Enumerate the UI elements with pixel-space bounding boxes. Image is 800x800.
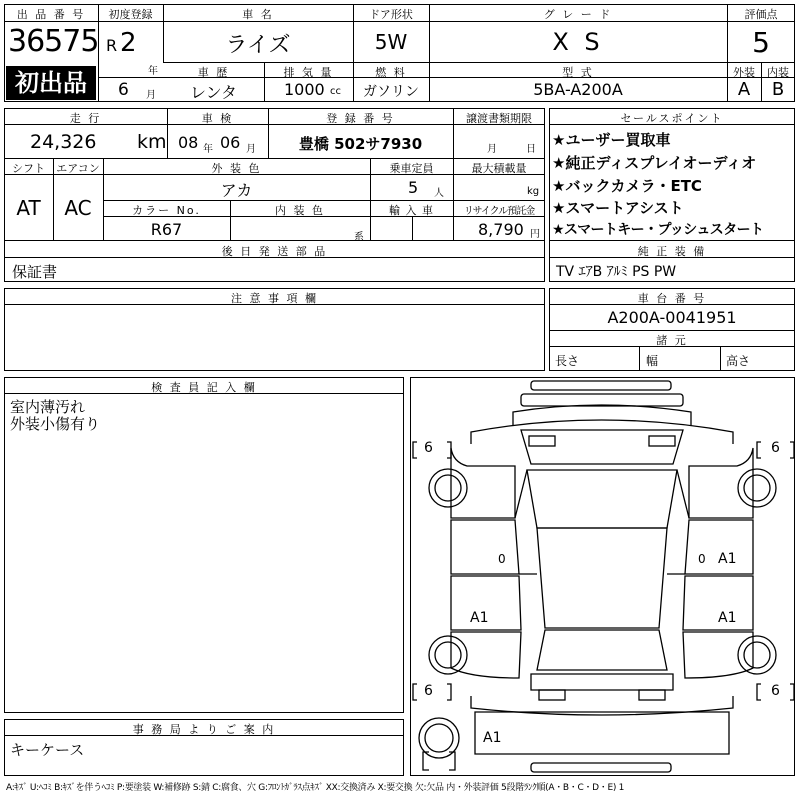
first-listing-badge: 初出品 — [6, 66, 96, 100]
dims-label: 諸 元 — [656, 334, 688, 347]
sales-point-5: ★スマートキー・プッシュスタート — [552, 222, 764, 238]
sales-points-label: セールスポイント — [620, 112, 724, 125]
car-name-label: 車 名 — [242, 8, 274, 21]
ext-color: アカ — [220, 181, 253, 200]
ac: AC — [64, 196, 92, 220]
color-no: R67 — [150, 220, 183, 239]
inspector-label: 検 査 員 記 入 欄 — [151, 381, 257, 394]
inspection-year: 08 — [178, 133, 199, 152]
grade: X S — [552, 28, 604, 56]
capacity: 5 — [408, 178, 419, 197]
mileage-label: 走 行 — [69, 112, 102, 125]
tire-fl-value: 6 — [424, 440, 433, 456]
chassis-number: A200A-0041951 — [607, 308, 737, 327]
first-reg-month-unit: 月 — [146, 90, 156, 101]
damage-zero-left: 0 — [498, 552, 506, 566]
ac-label: エアコン — [56, 162, 100, 175]
door-label: ドア形状 — [369, 8, 413, 21]
inspection-year-unit: 年 — [203, 144, 213, 155]
history-label: 車 歴 — [197, 66, 230, 79]
office-note: キーケース — [10, 741, 85, 759]
displacement-unit: cc — [330, 86, 341, 97]
tire-fr-value: 6 — [771, 440, 780, 456]
plate-number: 豊橋 502サ7930 — [298, 135, 423, 153]
capacity-label: 乗車定員 — [389, 162, 434, 175]
plate-label: 登 録 番 号 — [326, 112, 395, 125]
sales-point-2: ★純正ディスプレイオーディオ — [552, 154, 757, 172]
later-parts-label: 後 日 発 送 部 品 — [221, 245, 328, 258]
sales-point-1: ★ユーザー買取車 — [552, 131, 671, 149]
displacement: 1000 — [284, 80, 325, 99]
dims-length-label: 長さ — [555, 354, 580, 368]
transfer-day-unit: 日 — [526, 144, 536, 155]
later-parts: 保証書 — [12, 263, 58, 281]
max-load-unit: kg — [527, 186, 540, 197]
first-reg-year-unit: 年 — [148, 66, 158, 77]
car-name: ライズ — [225, 33, 291, 58]
office-label: 事 務 局 よ り ご 案 内 — [132, 723, 276, 736]
recycle-unit: 円 — [530, 229, 540, 240]
equipment-label: 純 正 装 備 — [637, 245, 707, 258]
shift-label: シフト — [12, 162, 45, 175]
lot-number-label: 出 品 番 号 — [16, 8, 86, 21]
transfer-month-unit: 月 — [487, 144, 497, 155]
inspection-month: 06 — [220, 133, 241, 152]
score: 5 — [752, 26, 770, 59]
int-color-label: 内 装 色 — [275, 204, 325, 217]
capacity-unit: 人 — [434, 188, 444, 199]
sales-point-3: ★バックカメラ・ETC — [552, 177, 702, 195]
sales-point-4: ★スマートアシスト — [552, 199, 684, 217]
chassis-label: 車 台 番 号 — [637, 292, 707, 305]
legend: A:ｷｽﾞ U:ﾍｺﾐ B:ｷｽﾞを伴うﾍｺﾐ P:要塗装 W:補修跡 S:錆 C:腐食、穴 G:ﾌﾛﾝﾄｶﾞﾗｽ点ｷｽﾞ XX:交換済み X:要交換 欠:欠品 内・外装評価 5段階ﾗﾝｸ順(A・B・C・D・E) 1 — [6, 783, 625, 793]
damage-spare: A1 — [483, 730, 502, 746]
tire-rr-value: 6 — [771, 683, 780, 699]
history: レンタ — [190, 83, 237, 102]
int-color-unit: 系 — [354, 232, 364, 243]
max-load-label: 最大積載量 — [471, 162, 527, 175]
mileage: 24,326 — [30, 131, 97, 153]
ext-grade: A — [737, 79, 751, 100]
damage-rear-door-left: A1 — [718, 610, 737, 626]
first-reg-era: R — [106, 36, 118, 55]
fuel: ガソリン — [363, 84, 419, 100]
transfer-label: 譲渡書類期限 — [466, 112, 532, 125]
damage-rear-door-right: A1 — [718, 551, 737, 567]
dims-height-label: 高さ — [726, 354, 751, 368]
first-reg-month: 6 — [118, 80, 129, 100]
ext-color-label: 外 装 色 — [211, 162, 262, 175]
int-grade: B — [771, 79, 785, 100]
inspector-note-2: 外装小傷有り — [10, 415, 101, 433]
mileage-unit: km — [137, 131, 167, 153]
first-reg-label: 初度登録 — [108, 8, 153, 21]
fuel-label: 燃 料 — [375, 66, 407, 79]
equipment: TV ｴｱB ｱﾙﾐ PS PW — [556, 264, 677, 280]
color-no-label: カラー No. — [132, 204, 201, 217]
notes-label: 注 意 事 項 欄 — [231, 292, 318, 305]
recycle-label: リサイクル預託金 — [463, 206, 535, 217]
dims-width-label: 幅 — [646, 354, 659, 368]
recycle-fee: 8,790 — [478, 220, 524, 239]
damage-front-door-left: A1 — [470, 610, 489, 626]
displacement-label: 排 気 量 — [283, 66, 334, 79]
tire-rl-value: 6 — [424, 683, 433, 699]
first-reg-year: 2 — [120, 28, 137, 58]
score-label: 評価点 — [744, 8, 778, 21]
damage-zero-right: 0 — [698, 552, 706, 566]
model-label: 型 式 — [562, 66, 594, 79]
inspector-note-1: 室内薄汚れ — [10, 398, 86, 416]
lot-number: 36575 — [8, 24, 99, 59]
inspection-label: 車 検 — [201, 112, 234, 125]
shift: AT — [16, 196, 41, 220]
int-grade-label: 内装 — [767, 66, 789, 79]
door-type: 5W — [374, 30, 408, 54]
ext-grade-label: 外装 — [733, 66, 755, 79]
inspection-month-unit: 月 — [246, 144, 256, 155]
import-label: 輸 入 車 — [389, 204, 434, 217]
car-diagram — [410, 377, 795, 776]
model-code: 5BA-A200A — [533, 80, 623, 99]
grade-label: グ レ ー ド — [543, 8, 613, 21]
